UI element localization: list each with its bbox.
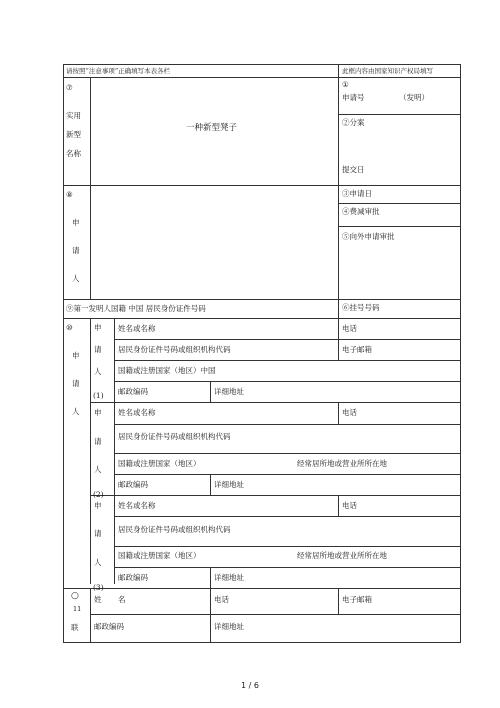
page-number: 1 / 6: [241, 681, 259, 690]
applicant-sub-label: 人: [94, 558, 102, 567]
field-number: ⑩: [66, 323, 73, 332]
email-field-label: 电子邮箱: [342, 345, 372, 354]
applicant-sub-label: 申: [94, 501, 102, 510]
fee-reduction-label: ④费减审批: [342, 207, 380, 216]
contact-email-label: 电子邮箱: [342, 595, 372, 604]
rule: [90, 77, 91, 299]
rule: [114, 453, 461, 454]
form-instruction: 请按照“注意事项”正确填写本表各栏: [66, 67, 171, 75]
name-field-label: 姓名或名称: [118, 408, 156, 417]
rule: [90, 614, 461, 615]
applicant-sub-label: 申: [94, 408, 102, 417]
rule: [90, 588, 91, 643]
contact-name-label: 姓: [94, 595, 102, 604]
rule: [338, 495, 339, 516]
invention-type-label: （发明）: [399, 93, 429, 102]
contact-label: 联: [71, 623, 79, 632]
applicant-sub-label: 申: [94, 323, 102, 332]
applicant-sub-label: 人: [94, 465, 102, 474]
invention-label: 名称: [66, 149, 81, 158]
address-field-label: 详细地址: [214, 387, 244, 396]
address-field-label: 详细地址: [214, 480, 244, 489]
id-field-label: 居民身份证件号码或组织机构代码: [118, 432, 231, 441]
applicant-sub-label: 请: [94, 437, 102, 446]
residence-field-label: 经常居所地或营业所所在地: [297, 459, 387, 468]
rule: [114, 360, 461, 361]
name-field-label: 姓名或名称: [118, 324, 156, 333]
field-number: ⑧: [66, 190, 73, 199]
first-inventor-line[interactable]: ⑨第一发明人国籍 中国 居民身份证件号码: [66, 304, 206, 313]
rule: [63, 185, 461, 186]
designer-label: 请: [72, 246, 80, 255]
rule: [210, 381, 211, 402]
rule: [90, 318, 91, 584]
rule: [460, 64, 461, 643]
rule: [114, 567, 461, 568]
rule: [63, 299, 461, 300]
rule: [114, 381, 461, 382]
rule: [114, 474, 461, 475]
application-date-label: ③申请日: [342, 189, 372, 198]
rule: [338, 203, 460, 204]
rule: [63, 318, 461, 319]
invention-title[interactable]: 一种新型凳子: [186, 123, 238, 133]
contact-postal-label: 邮政编码: [94, 622, 124, 631]
nationality-field-label: 国籍或注册国家（地区）中国: [118, 366, 216, 375]
applicant-sub-label: 请: [94, 345, 102, 354]
invention-label: 实用: [66, 111, 81, 120]
field-number: ○: [71, 591, 79, 601]
rule: [63, 642, 461, 643]
rule: [63, 64, 64, 643]
rule: [114, 516, 461, 517]
invention-label: 新型: [66, 130, 81, 139]
registered-number-label: ⑥挂号号码: [342, 303, 380, 312]
rule: [338, 226, 460, 227]
foreign-application-label: ⑤向外申请审批: [342, 232, 395, 241]
designer-label: 人: [72, 274, 80, 283]
rule: [114, 546, 461, 547]
rule: [210, 474, 211, 495]
contact-name-label: 名: [118, 595, 126, 604]
rule: [338, 588, 339, 614]
applicant-sub-label: 请: [94, 529, 102, 538]
id-field-label: 居民身份证件号码或组织机构代码: [118, 525, 231, 534]
rule: [63, 588, 461, 589]
rule: [338, 402, 339, 424]
applicant-label: 人: [72, 407, 80, 416]
office-note: 此框内容由国家知识产权局填写: [342, 67, 433, 75]
address-field-label: 详细地址: [214, 573, 244, 582]
phone-field-label: 电话: [342, 324, 357, 333]
rule: [90, 402, 461, 403]
phone-field-label: 电话: [342, 501, 357, 510]
id-field-label: 居民身份证件号码或组织机构代码: [118, 345, 231, 354]
submit-date-label: 提交日: [342, 165, 365, 174]
field-number: ①: [342, 80, 349, 89]
rule: [338, 114, 460, 115]
divisional-label: ②分案: [342, 118, 365, 127]
name-field-label: 姓名或名称: [118, 501, 156, 510]
rule: [90, 495, 461, 496]
rule: [210, 567, 211, 588]
applicant-sub-label: 人: [94, 367, 102, 376]
contact-address-label: 详细地址: [214, 622, 244, 631]
rule: [210, 588, 211, 643]
postal-field-label: 邮政编码: [118, 387, 148, 396]
rule: [338, 64, 339, 319]
rule: [338, 318, 339, 360]
designer-label: 申: [72, 218, 80, 227]
applicant-sub-number: (3): [93, 583, 104, 592]
postal-field-label: 邮政编码: [118, 480, 148, 489]
residence-field-label: 经常居所地或营业所所在地: [297, 551, 387, 560]
nationality-field-label: 国籍或注册国家（地区）: [118, 551, 201, 560]
postal-field-label: 邮政编码: [118, 573, 148, 582]
nationality-field-label: 国籍或注册国家（地区）: [118, 459, 201, 468]
field-number: 11: [73, 605, 82, 613]
applicant-label: 申: [72, 351, 80, 360]
rule: [338, 77, 460, 78]
applicant-sub-number: (2): [93, 490, 104, 499]
phone-field-label: 电话: [342, 408, 357, 417]
rule: [114, 424, 461, 425]
field-number: ⑦: [66, 83, 73, 92]
applicant-sub-number: (1): [93, 391, 104, 400]
rule: [114, 318, 115, 584]
application-number-label: 申请号: [342, 93, 365, 102]
applicant-label: 请: [72, 379, 80, 388]
rule: [114, 339, 461, 340]
contact-phone-label: 电话: [214, 595, 229, 604]
rule: [63, 64, 461, 65]
